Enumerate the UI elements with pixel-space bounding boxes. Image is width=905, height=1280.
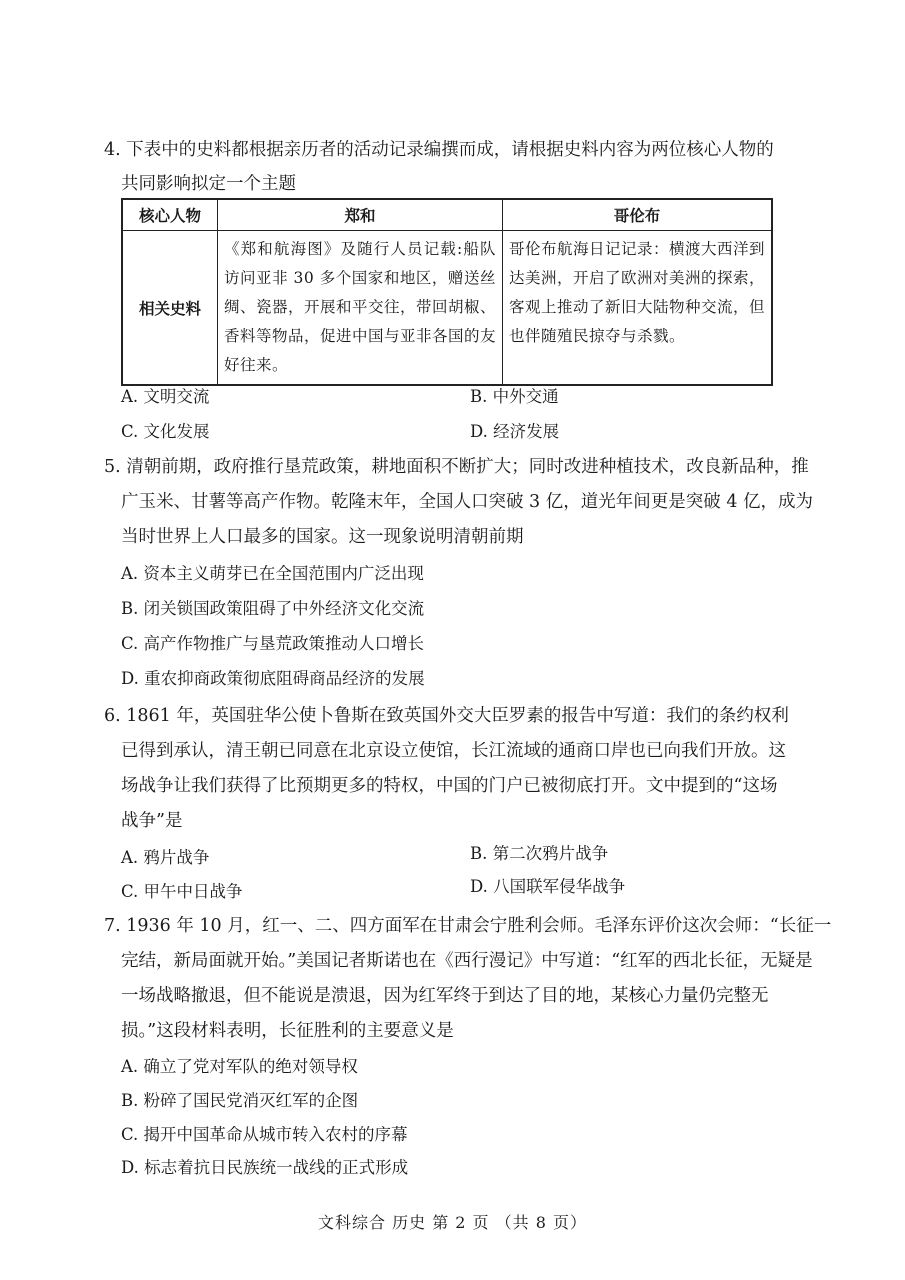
- q5-option-d[interactable]: D. 重农抑商政策彻底阻碍商品经济的发展: [121, 669, 425, 688]
- q6-stem-line-2: 已得到承认，清王朝已同意在北京设立使馆，长江流域的通商口岸也已向我们开放。这: [121, 741, 786, 761]
- table-row: [122, 231, 772, 386]
- q6-stem-line-4: 战争”是: [121, 811, 183, 831]
- q5-option-c[interactable]: C. 高产作物推广与垦荒政策推动人口增长: [121, 634, 425, 653]
- q6-stem-line-3: 场战争让我们获得了比预期更多的特权，中国的门户已被彻底打开。文中提到的“这场: [121, 776, 778, 796]
- q4-option-a[interactable]: A. 文明交流: [121, 387, 210, 406]
- q5-stem-line-1: 5. 清朝前期，政府推行垦荒政策，耕地面积不断扩大；同时改进种植技术，改良新品种，推: [104, 457, 809, 477]
- header-zhenghe: 郑和: [218, 199, 503, 231]
- q6-option-d[interactable]: D. 八国联军侵华战争: [470, 877, 626, 896]
- q7-option-a[interactable]: A. 确立了党对军队的绝对领导权: [121, 1057, 358, 1076]
- q7-option-c[interactable]: C. 揭开中国革命从城市转入农村的序幕: [121, 1125, 408, 1144]
- q6-option-c[interactable]: C. 甲午中日战争: [121, 882, 243, 901]
- q5-stem-line-2: 广玉米、甘薯等高产作物。乾隆末年，全国人口突破 3 亿，道光年间更是突破 4 亿，成为: [121, 492, 814, 512]
- q7-stem-line-3: 一场战略撤退，但不能说是溃退，因为红军终于到达了目的地，某核心力量仍完整无: [121, 986, 769, 1006]
- q4-source-table: [121, 198, 773, 386]
- q4-stem-line-1: 4. 下表中的史料都根据亲历者的活动记录编撰而成，请根据史料内容为两位核心人物的: [104, 140, 774, 160]
- q7-stem-line-4: 损。”这段材料表明，长征胜利的主要意义是: [121, 1021, 454, 1041]
- q7-stem-line-1: 7. 1936 年 10 月，红一、二、四方面军在甘肃会宁胜利会师。毛泽东评价这次会师：“长征一: [104, 916, 832, 936]
- header-columbus: 哥伦布: [503, 199, 773, 231]
- q7-option-b[interactable]: B. 粉碎了国民党消灭红军的企图: [121, 1091, 359, 1110]
- q5-option-b[interactable]: B. 闭关锁国政策阻碍了中外经济文化交流: [121, 599, 425, 618]
- q6-option-b[interactable]: B. 第二次鸦片战争: [470, 844, 609, 863]
- q7-option-d[interactable]: D. 标志着抗日民族统一战线的正式形成: [121, 1158, 409, 1177]
- q4-stem-line-2: 共同影响拟定一个主题: [121, 174, 296, 194]
- q4-option-c[interactable]: C. 文化发展: [121, 422, 210, 441]
- q5-stem-line-3: 当时世界上人口最多的国家。这一现象说明清朝前期: [121, 527, 524, 547]
- q5-option-a[interactable]: A. 资本主义萌芽已在全国范围内广泛出现: [121, 564, 424, 583]
- row-label-sources: 相关史料: [122, 231, 218, 386]
- page-footer: 文科综合 历史 第 2 页 （共 8 页）: [318, 1213, 587, 1232]
- header-core-figure: 核心人物: [122, 199, 218, 231]
- q6-stem-line-1: 6. 1861 年，英国驻华公使卜鲁斯在致英国外交大臣罗素的报告中写道：我们的条约权利: [104, 706, 789, 726]
- q4-option-d[interactable]: D. 经济发展: [470, 422, 560, 441]
- q7-stem-line-2: 完结，新局面就开始。”美国记者斯诺也在《西行漫记》中写道：“红军的西北长征，无疑是: [121, 951, 813, 971]
- cell-columbus-source: 哥伦布航海日记记录：横渡大西洋到达美洲，开启了欧洲对美洲的探索，客观上推动了新旧大陆物种交流，但也伴随殖民掠夺与杀戮。: [503, 231, 773, 386]
- cell-zhenghe-source: 《郑和航海图》及随行人员记载:船队访问亚非 30 多个国家和地区，赠送丝绸、瓷器，开展和平交往，带回胡椒、香料等物品，促进中国与亚非各国的友好往来。: [218, 231, 503, 386]
- q6-option-a[interactable]: A. 鸦片战争: [121, 848, 210, 867]
- table-header-row: [122, 199, 772, 231]
- q4-option-b[interactable]: B. 中外交通: [470, 387, 559, 406]
